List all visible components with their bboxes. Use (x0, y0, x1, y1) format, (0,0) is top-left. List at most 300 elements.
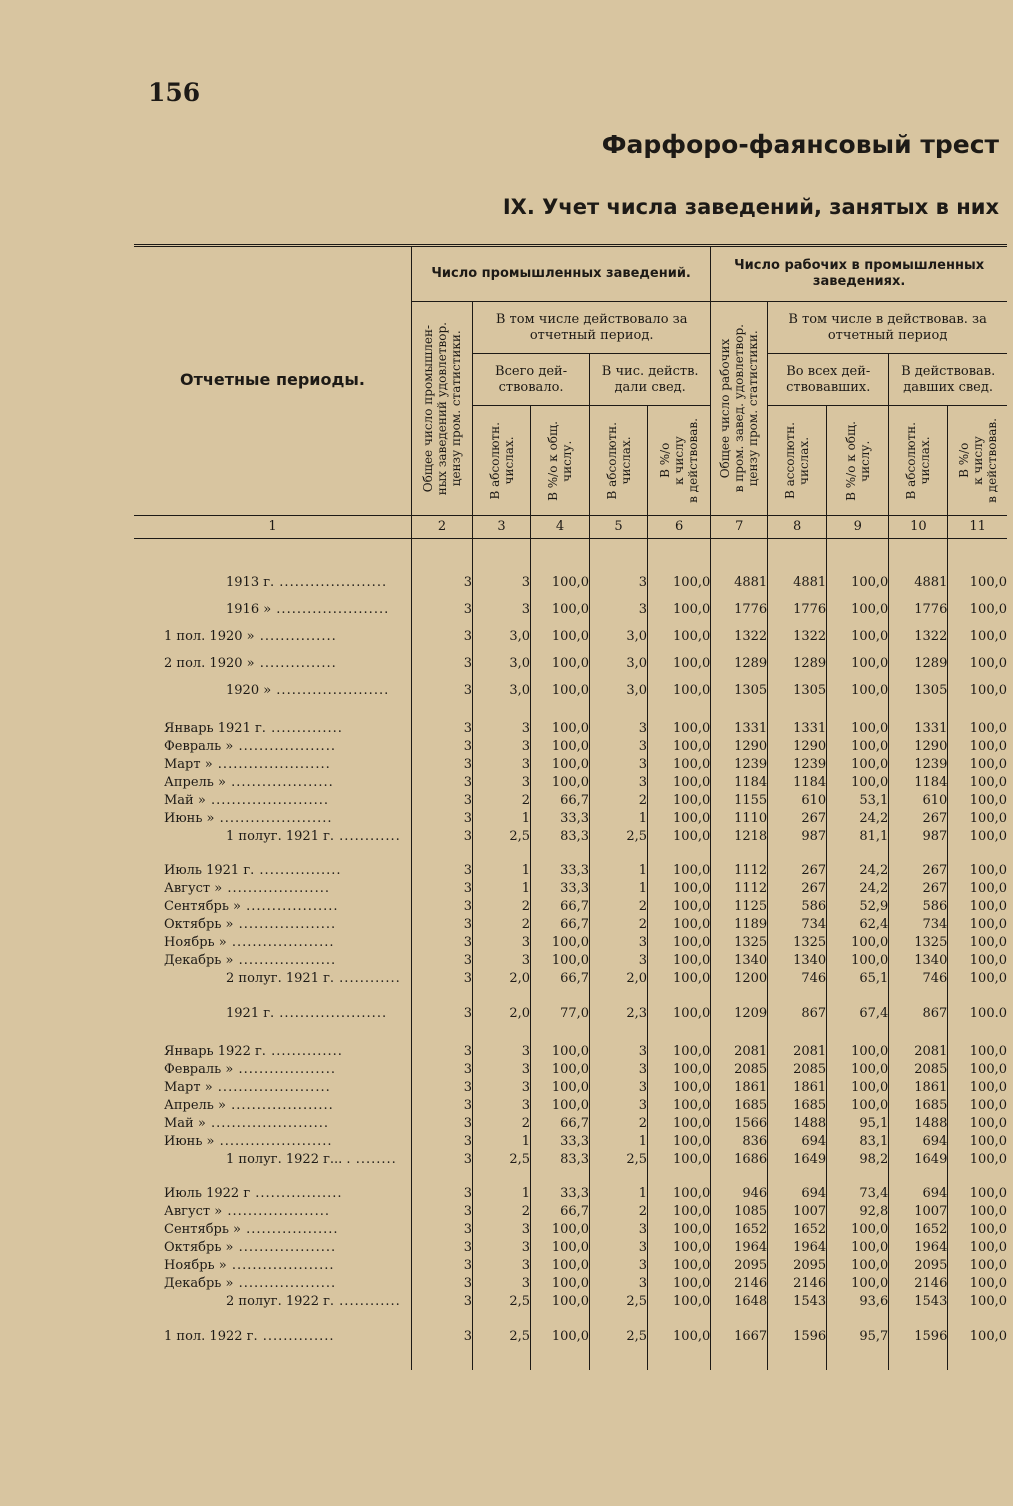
cell-col7: 836 (711, 1133, 768, 1151)
cell-col5: 1 (590, 1185, 648, 1203)
cell-col6: 100,0 (648, 1221, 711, 1239)
cell-col10: 734 (889, 916, 948, 934)
cell-col3: 3 (473, 1275, 531, 1293)
cell-col5: 3 (590, 1043, 648, 1061)
cell-col10: 586 (889, 898, 948, 916)
period-label: Июнь » ...................... (164, 1134, 333, 1149)
cell-col8: 1322 (768, 623, 827, 650)
cell-col6: 100,0 (648, 880, 711, 898)
period-label: 2 полуг. 1922 г. ............ (226, 1294, 401, 1309)
cell-col6: 100,0 (648, 1133, 711, 1151)
column-number: 2 (412, 516, 473, 539)
cell-col3: 1 (473, 810, 531, 828)
cell-col4: 100,0 (531, 952, 590, 970)
cell-col10: 267 (889, 862, 948, 880)
cell-col5: 1 (590, 1133, 648, 1151)
cell-col3: 3 (473, 756, 531, 774)
cell-col11: 100.0 (948, 1000, 1007, 1027)
cell-col5: 3 (590, 1257, 648, 1275)
cell-col4: 100,0 (531, 1323, 590, 1350)
cell-col8: 1007 (768, 1203, 827, 1221)
cell-col6: 100,0 (648, 1203, 711, 1221)
cell-col9: 100,0 (827, 623, 889, 650)
table-row (134, 952, 1007, 970)
cell-col10: 1322 (889, 623, 948, 650)
cell-col8: 267 (768, 862, 827, 880)
table-body (134, 516, 1007, 1371)
cell-col7: 1290 (711, 738, 768, 756)
cell-col4: 100,0 (531, 756, 590, 774)
cell-col2: 3 (412, 916, 473, 934)
cell-col6: 100,0 (648, 1257, 711, 1275)
cell-col2: 3 (412, 934, 473, 952)
cell-col10: 1239 (889, 756, 948, 774)
cell-col9: 24,2 (827, 862, 889, 880)
cell-col2: 3 (412, 650, 473, 677)
period-label: Май » ....................... (164, 793, 329, 808)
cell-col4: 100,0 (531, 1061, 590, 1079)
cell-col2: 3 (412, 1043, 473, 1061)
table-row (134, 1323, 1007, 1350)
cell-col11: 100,0 (948, 569, 1007, 596)
cell-col8: 1290 (768, 738, 827, 756)
cell-col2: 3 (412, 623, 473, 650)
cell-col7: 1686 (711, 1151, 768, 1169)
column-number: 10 (889, 516, 948, 539)
cell-col5: 3 (590, 1079, 648, 1097)
cell-col7: 1125 (711, 898, 768, 916)
cell-col4: 100,0 (531, 1293, 590, 1311)
cell-col10: 267 (889, 880, 948, 898)
cell-col5: 3 (590, 1275, 648, 1293)
table-row (134, 720, 1007, 738)
col11-header: В %/о к числу в действовав. (948, 406, 1007, 516)
cell-col3: 2,5 (473, 1151, 531, 1169)
cell-col5: 2 (590, 792, 648, 810)
cell-col7: 1112 (711, 880, 768, 898)
cell-col10: 2095 (889, 1257, 948, 1275)
table-row (134, 650, 1007, 677)
cell-col6: 100,0 (648, 1000, 711, 1027)
cell-col10: 2081 (889, 1043, 948, 1061)
periods-header: Отчетные периоды. (134, 246, 412, 516)
cell-col9: 81,1 (827, 828, 889, 846)
table-row (134, 1185, 1007, 1203)
cell-col4: 100,0 (531, 720, 590, 738)
cell-col8: 1331 (768, 720, 827, 738)
period-label: Июль 1921 г. ................ (164, 863, 342, 878)
cell-col3: 2,5 (473, 828, 531, 846)
table-row (134, 1133, 1007, 1151)
table-row (134, 1115, 1007, 1133)
cell-col7: 2085 (711, 1061, 768, 1079)
cell-col8: 1776 (768, 596, 827, 623)
cell-col7: 1340 (711, 952, 768, 970)
cell-col11: 100,0 (948, 934, 1007, 952)
spacer-row (134, 846, 1007, 862)
cell-col4: 100,0 (531, 677, 590, 704)
column-number: 6 (648, 516, 711, 539)
cell-col7: 2081 (711, 1043, 768, 1061)
cell-col6: 100,0 (648, 970, 711, 988)
table-row (134, 1293, 1007, 1311)
table-row (134, 792, 1007, 810)
cell-col2: 3 (412, 596, 473, 623)
cell-col3: 3 (473, 934, 531, 952)
cell-col10: 1861 (889, 1079, 948, 1097)
cell-col9: 100,0 (827, 596, 889, 623)
cell-col4: 33,3 (531, 1185, 590, 1203)
cell-col5: 2 (590, 1203, 648, 1221)
cell-col7: 1289 (711, 650, 768, 677)
cell-col7: 1155 (711, 792, 768, 810)
cell-col4: 100,0 (531, 1257, 590, 1275)
cell-col5: 3 (590, 569, 648, 596)
cell-col11: 100,0 (948, 898, 1007, 916)
cell-col6: 100,0 (648, 898, 711, 916)
col10-header: В абсолютн. числах. (889, 406, 948, 516)
cell-col3: 3 (473, 738, 531, 756)
cell-col3: 3 (473, 1097, 531, 1115)
workers-in-active-header: В том числе в действовав. за отчетный период (768, 302, 1007, 354)
table-row (134, 1079, 1007, 1097)
table-row (134, 828, 1007, 846)
period-label: Октябрь » ................... (164, 917, 337, 932)
cell-col5: 3 (590, 1221, 648, 1239)
cell-col6: 100,0 (648, 1061, 711, 1079)
workers-group-header: Число рабочих в промышленных заведениях. (711, 246, 1007, 302)
cell-col3: 3,0 (473, 623, 531, 650)
cell-col3: 2 (473, 792, 531, 810)
cell-col11: 100,0 (948, 720, 1007, 738)
cell-col2: 3 (412, 970, 473, 988)
cell-col6: 100,0 (648, 1115, 711, 1133)
cell-col9: 100,0 (827, 1097, 889, 1115)
cell-col10: 987 (889, 828, 948, 846)
cell-col2: 3 (412, 1221, 473, 1239)
cell-col5: 2,3 (590, 1000, 648, 1027)
cell-col8: 1649 (768, 1151, 827, 1169)
cell-col6: 100,0 (648, 774, 711, 792)
table-row (134, 623, 1007, 650)
cell-col2: 3 (412, 880, 473, 898)
table-row (134, 1203, 1007, 1221)
cell-col11: 100,0 (948, 1185, 1007, 1203)
cell-col5: 3 (590, 774, 648, 792)
cell-col10: 1596 (889, 1323, 948, 1350)
period-label: Январь 1922 г. .............. (164, 1044, 343, 1059)
cell-col6: 100,0 (648, 1151, 711, 1169)
cell-col2: 3 (412, 1293, 473, 1311)
cell-col9: 65,1 (827, 970, 889, 988)
cell-col7: 1112 (711, 862, 768, 880)
cell-col5: 1 (590, 810, 648, 828)
cell-col6: 100,0 (648, 792, 711, 810)
cell-col5: 3 (590, 1239, 648, 1257)
cell-col5: 2,5 (590, 1151, 648, 1169)
total-workers-header: Общее число рабочих в пром. завед. удовлетвор. цензу пром. статистики. (711, 302, 768, 516)
column-number: 3 (473, 516, 531, 539)
period-label: Апрель » .................... (164, 1098, 334, 1113)
cell-col8: 1325 (768, 934, 827, 952)
table-row (134, 898, 1007, 916)
cell-col5: 3 (590, 720, 648, 738)
cell-col7: 1189 (711, 916, 768, 934)
period-label: 1 пол. 1920 » ............... (164, 629, 337, 644)
cell-col7: 1322 (711, 623, 768, 650)
column-number-row (134, 516, 1007, 539)
cell-col3: 2 (473, 916, 531, 934)
cell-col2: 3 (412, 1000, 473, 1027)
period-label: Декабрь » ................... (164, 953, 337, 968)
period-label: Март » ...................... (164, 1080, 331, 1095)
cell-col10: 1184 (889, 774, 948, 792)
col6-header: В %/о к числу в действовав. (648, 406, 711, 516)
cell-col4: 33,3 (531, 862, 590, 880)
cell-col11: 100,0 (948, 862, 1007, 880)
cell-col11: 100,0 (948, 756, 1007, 774)
cell-col11: 100,0 (948, 1203, 1007, 1221)
section-title: IX. Учет числа заведений, занятых в них (502, 195, 999, 219)
cell-col8: 1652 (768, 1221, 827, 1239)
cell-col7: 1305 (711, 677, 768, 704)
cell-col3: 3 (473, 952, 531, 970)
cell-col3: 1 (473, 880, 531, 898)
period-label: 1920 » ...................... (226, 683, 390, 698)
active-establishments-header: В том числе действовало за отчетный период. (473, 302, 711, 354)
period-label: Март » ...................... (164, 757, 331, 772)
cell-col4: 66,7 (531, 1115, 590, 1133)
cell-col10: 694 (889, 1133, 948, 1151)
cell-col5: 3 (590, 1097, 648, 1115)
cell-col6: 100,0 (648, 934, 711, 952)
cell-col4: 100,0 (531, 1239, 590, 1257)
cell-col8: 1543 (768, 1293, 827, 1311)
cell-col9: 100,0 (827, 1257, 889, 1275)
cell-col2: 3 (412, 756, 473, 774)
period-label: Декабрь » ................... (164, 1276, 337, 1291)
cell-col10: 2146 (889, 1275, 948, 1293)
cell-col9: 53,1 (827, 792, 889, 810)
cell-col6: 100,0 (648, 738, 711, 756)
cell-col4: 100,0 (531, 1079, 590, 1097)
cell-col2: 3 (412, 898, 473, 916)
cell-col11: 100,0 (948, 1115, 1007, 1133)
cell-col6: 100,0 (648, 1275, 711, 1293)
table-row (134, 1257, 1007, 1275)
cell-col8: 586 (768, 898, 827, 916)
cell-col11: 100,0 (948, 970, 1007, 988)
cell-col2: 3 (412, 1185, 473, 1203)
cell-col8: 2146 (768, 1275, 827, 1293)
cell-col2: 3 (412, 1151, 473, 1169)
cell-col4: 100,0 (531, 650, 590, 677)
cell-col2: 3 (412, 828, 473, 846)
cell-col7: 1209 (711, 1000, 768, 1027)
column-number: 7 (711, 516, 768, 539)
cell-col2: 3 (412, 1079, 473, 1097)
cell-col8: 694 (768, 1185, 827, 1203)
cell-col9: 83,1 (827, 1133, 889, 1151)
cell-col11: 100,0 (948, 1323, 1007, 1350)
cell-col11: 100,0 (948, 1061, 1007, 1079)
period-label: 2 полуг. 1921 г. ............ (226, 971, 401, 986)
column-number: 9 (827, 516, 889, 539)
cell-col7: 1325 (711, 934, 768, 952)
cell-col11: 100,0 (948, 1097, 1007, 1115)
cell-col9: 100,0 (827, 738, 889, 756)
cell-col5: 3,0 (590, 650, 648, 677)
period-label: 1921 г. ..................... (226, 1006, 388, 1021)
cell-col3: 3 (473, 1061, 531, 1079)
col3-header: В абсолютн. числах. (473, 406, 531, 516)
cell-col2: 3 (412, 774, 473, 792)
cell-col10: 1331 (889, 720, 948, 738)
cell-col8: 1305 (768, 677, 827, 704)
cell-col10: 1007 (889, 1203, 948, 1221)
cell-col3: 3 (473, 720, 531, 738)
cell-col9: 100,0 (827, 650, 889, 677)
table-row (134, 1275, 1007, 1293)
cell-col10: 1652 (889, 1221, 948, 1239)
cell-col5: 3,0 (590, 623, 648, 650)
cell-col10: 267 (889, 810, 948, 828)
cell-col11: 100,0 (948, 650, 1007, 677)
cell-col9: 95,7 (827, 1323, 889, 1350)
cell-col9: 95,1 (827, 1115, 889, 1133)
spacer-row (134, 1311, 1007, 1323)
period-label: Февраль » ................... (164, 1062, 336, 1077)
table-row (134, 677, 1007, 704)
cell-col8: 734 (768, 916, 827, 934)
period-label: 1913 г. ..................... (226, 575, 388, 590)
cell-col3: 2,5 (473, 1323, 531, 1350)
cell-col3: 3,0 (473, 677, 531, 704)
col4-header: В %/о к общ. числу. (531, 406, 590, 516)
table-row (134, 810, 1007, 828)
cell-col9: 100,0 (827, 1079, 889, 1097)
cell-col9: 52,9 (827, 898, 889, 916)
spacer-row (134, 1350, 1007, 1370)
cell-col6: 100,0 (648, 650, 711, 677)
cell-col10: 1543 (889, 1293, 948, 1311)
cell-col6: 100,0 (648, 677, 711, 704)
cell-col3: 2 (473, 898, 531, 916)
table-row (134, 1043, 1007, 1061)
cell-col8: 1596 (768, 1323, 827, 1350)
period-label: Апрель » .................... (164, 775, 334, 790)
cell-col6: 100,0 (648, 810, 711, 828)
cell-col8: 1239 (768, 756, 827, 774)
cell-col5: 2,5 (590, 828, 648, 846)
cell-col11: 100,0 (948, 1275, 1007, 1293)
cell-col11: 100,0 (948, 677, 1007, 704)
cell-col6: 100,0 (648, 596, 711, 623)
cell-col8: 2081 (768, 1043, 827, 1061)
cell-col5: 3,0 (590, 677, 648, 704)
period-label: Май » ....................... (164, 1116, 329, 1131)
table-row (134, 1239, 1007, 1257)
cell-col4: 100,0 (531, 1221, 590, 1239)
cell-col8: 694 (768, 1133, 827, 1151)
cell-col9: 98,2 (827, 1151, 889, 1169)
cell-col6: 100,0 (648, 828, 711, 846)
cell-col4: 83,3 (531, 828, 590, 846)
cell-col3: 2,0 (473, 970, 531, 988)
cell-col8: 267 (768, 880, 827, 898)
statistics-table (134, 244, 1007, 1370)
cell-col8: 1488 (768, 1115, 827, 1133)
cell-col2: 3 (412, 1061, 473, 1079)
cell-col11: 100,0 (948, 880, 1007, 898)
cell-col4: 100,0 (531, 569, 590, 596)
table-row (134, 596, 1007, 623)
period-label: 1916 » ...................... (226, 602, 390, 617)
cell-col6: 100,0 (648, 1293, 711, 1311)
cell-col6: 100,0 (648, 623, 711, 650)
all-active-header: Всего дей-ствовало. (473, 354, 590, 406)
cell-col9: 100,0 (827, 1221, 889, 1239)
table-row (134, 934, 1007, 952)
cell-col11: 100,0 (948, 916, 1007, 934)
cell-col10: 694 (889, 1185, 948, 1203)
cell-col6: 100,0 (648, 1185, 711, 1203)
cell-col2: 3 (412, 569, 473, 596)
trust-title: Фарфоро-фаянсовый трест (601, 130, 999, 159)
cell-col7: 1331 (711, 720, 768, 738)
cell-col6: 100,0 (648, 569, 711, 596)
cell-col5: 2 (590, 898, 648, 916)
cell-col7: 1239 (711, 756, 768, 774)
cell-col2: 3 (412, 720, 473, 738)
cell-col10: 1340 (889, 952, 948, 970)
cell-col4: 66,7 (531, 916, 590, 934)
period-label: Октябрь » ................... (164, 1240, 337, 1255)
cell-col3: 3 (473, 1221, 531, 1239)
cell-col9: 100,0 (827, 934, 889, 952)
cell-col10: 1685 (889, 1097, 948, 1115)
cell-col5: 2 (590, 1115, 648, 1133)
cell-col10: 610 (889, 792, 948, 810)
cell-col6: 100,0 (648, 1043, 711, 1061)
cell-col2: 3 (412, 1239, 473, 1257)
cell-col5: 2 (590, 916, 648, 934)
cell-col4: 66,7 (531, 1203, 590, 1221)
establishments-group-header: Число промышленных заведений. (412, 246, 711, 302)
column-number: 1 (134, 516, 412, 539)
cell-col11: 100,0 (948, 792, 1007, 810)
table-row (134, 970, 1007, 988)
cell-col5: 3 (590, 738, 648, 756)
cell-col6: 100,0 (648, 756, 711, 774)
cell-col10: 1325 (889, 934, 948, 952)
cell-col11: 100,0 (948, 828, 1007, 846)
page-number: 156 (148, 78, 201, 107)
table-row (134, 756, 1007, 774)
cell-col7: 2095 (711, 1257, 768, 1275)
cell-col11: 100,0 (948, 1239, 1007, 1257)
cell-col7: 2146 (711, 1275, 768, 1293)
cell-col11: 100,0 (948, 1257, 1007, 1275)
cell-col9: 100,0 (827, 1061, 889, 1079)
cell-col4: 100,0 (531, 1097, 590, 1115)
cell-col10: 1305 (889, 677, 948, 704)
cell-col2: 3 (412, 952, 473, 970)
cell-col9: 100,0 (827, 720, 889, 738)
cell-col7: 1566 (711, 1115, 768, 1133)
cell-col6: 100,0 (648, 1239, 711, 1257)
table-row (134, 1221, 1007, 1239)
